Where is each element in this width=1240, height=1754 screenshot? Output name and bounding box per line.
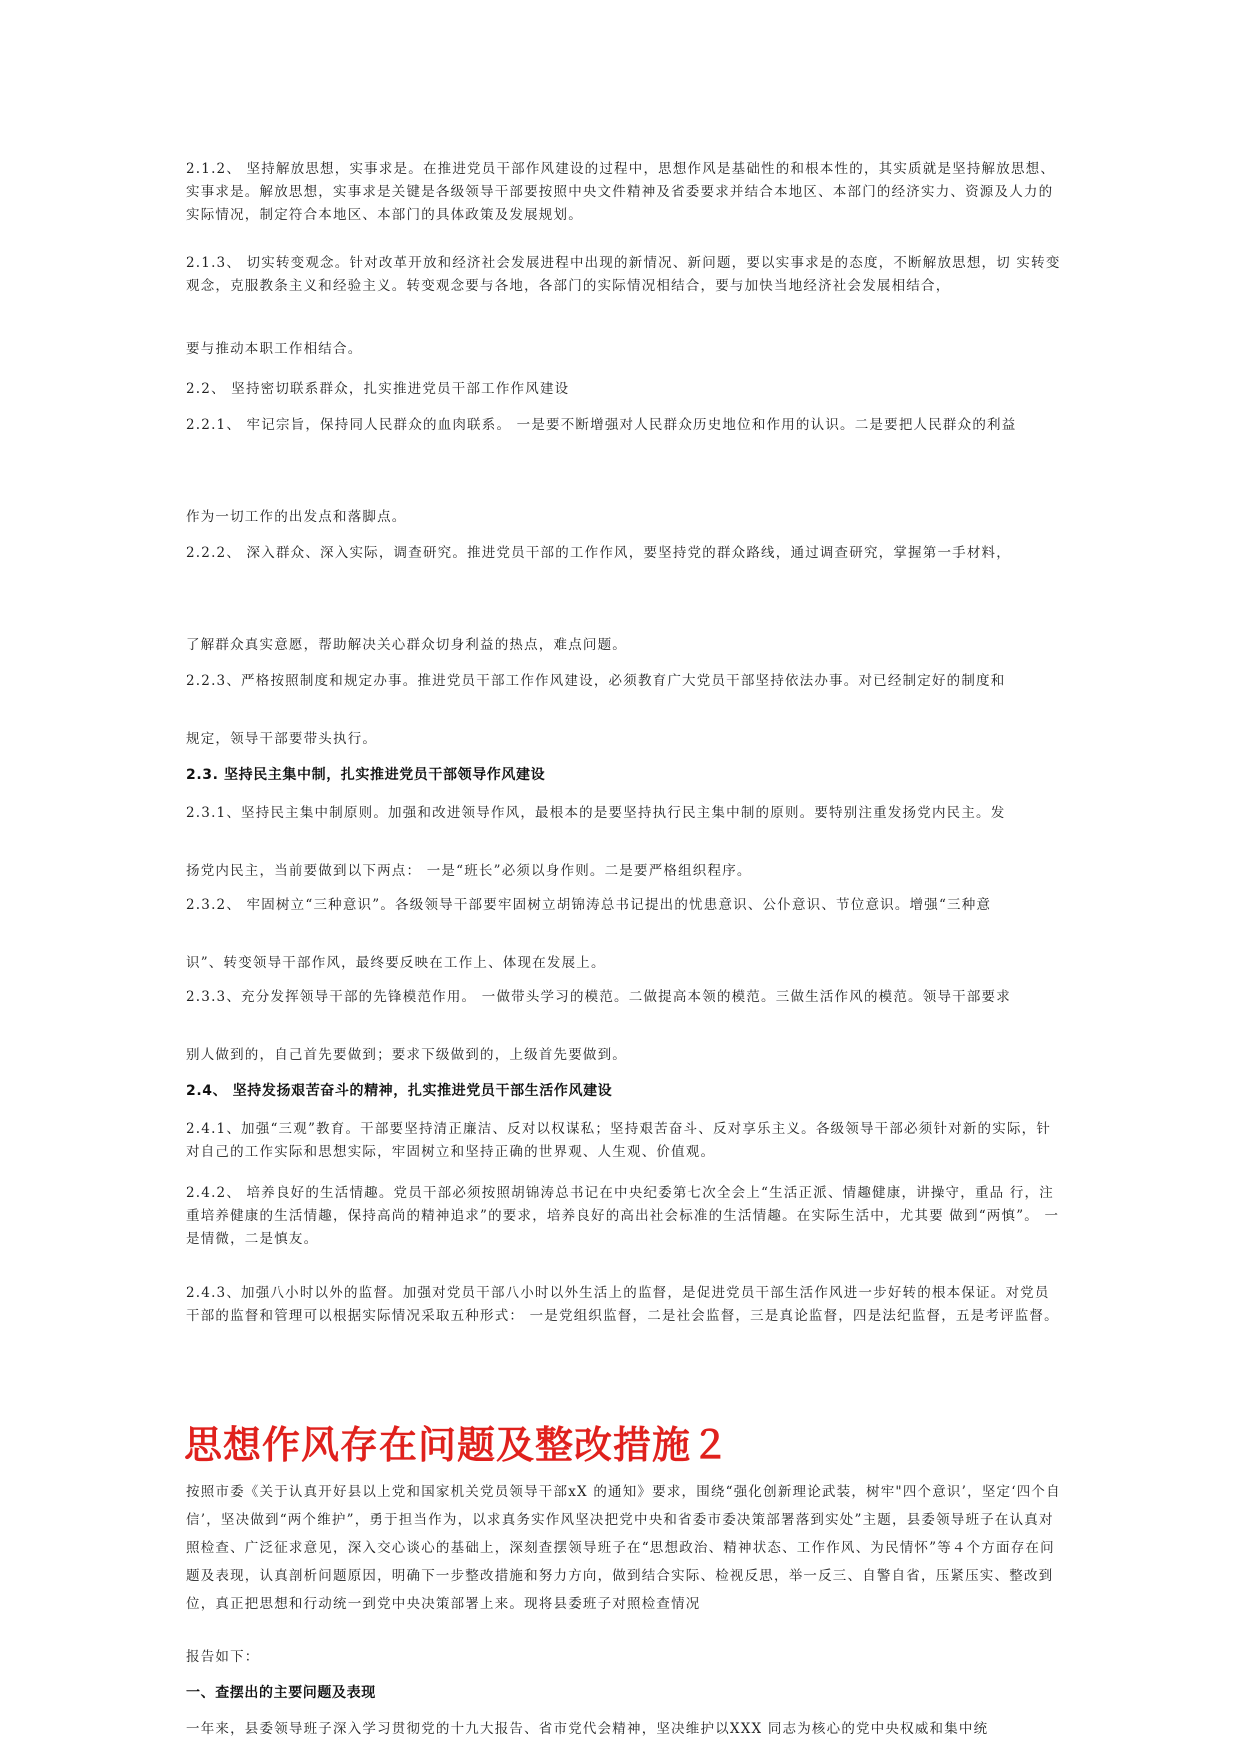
paragraph-2-2-2: 2.2.2、 深入群众、深入实际，调查研究。推进党员干部的工作作风，要坚持党的群众路线，通过调查研究，掌握第一手材料， (186, 545, 1011, 561)
paragraph-2-3-1: 2.3.1、坚持民主集中制原则。加强和改进领导作风，最根本的是要坚持执行民主集中制的原则。要特别注重发扬党内民主。发 (186, 805, 1006, 821)
paragraph-2-2-1-continued: 作为一切工作的出发点和落脚点。 (186, 509, 407, 525)
paragraph-2-3-3-continued: 别人做到的，自己首先要做到；要求下级做到的，上级首先要做到。 (186, 1047, 627, 1063)
paragraph-2-3-3: 2.3.3、充分发挥领导干部的先锋模范作用。 一做带头学习的模范。二做提高本领的模范。三做生活作风的模范。领导干部要求 (186, 989, 1011, 1005)
section-one-heading: 一、查摆出的主要问题及表现 (186, 1685, 376, 1701)
paragraph-2-1-3-continued: 要与推动本职工作相结合。 (186, 341, 363, 357)
paragraph-2-4-2: 2.4.2、 培养良好的生活情趣。党员干部必须按照胡锦涛总书记在中央纪委第七次全会上“生活正派、情趣健康，讲操守，重品 行，注重培养健康的生活情趣，保持高尚的精神追求”的要求，培养良好的高出社会标准的生活情趣。在实际生活中，尤其要 做到“两慎”。 一是情微，二是慎友。 (186, 1185, 1060, 1247)
intro-paragraph-continued: 报告如下： (186, 1649, 260, 1665)
intro-paragraph: 按照市委《关于认真开好县以上党和国家机关党员领导干部xX 的通知》要求，围绕“强化创新理论武装，树牢"四个意识’，坚定‘四个自信’，坚决做到“两个维护”，勇于担当作为，以求真务实作风坚决把党中央和省委市委决策部署落到实处”主题，县委领导班子在认真对照检查、广泛征求意见，深入交心谈心的基础上，深刻查摆领导班子在“思想政治、精神状态、工作作风、为民情怀”等４个方面存在问题及表现，认真剖析问题原因，明确下一步整改措施和努力方向，做到结合实际、检视反思，举一反三、自警自省，压紧压实、整改到位，真正把思想和行动统一到党中央决策部署上来。现将县委班子对照检查情况 (186, 1484, 1061, 1612)
paragraph-2-2-2-continued: 了解群众真实意愿，帮助解决关心群众切身利益的热点，难点问题。 (186, 637, 627, 653)
paragraph-2-3-2-continued: 识”、转变领导干部作风，最终要反映在工作上、体现在发展上。 (186, 955, 606, 971)
section-2-4-heading: 2.4、 坚持发扬艰苦奋斗的精神，扎实推进党员干部生活作风建设 (186, 1083, 613, 1099)
paragraph-2-3-1-continued: 扬党内民主，当前要做到以下两点： 一是“班长”必须以身作则。二是要严格组织程序。 (186, 863, 752, 879)
paragraph-2-2-3: 2.2.3、严格按照制度和规定办事。推进党员干部工作作风建设，必须教育广大党员干部坚持依法办事。对已经制定好的制度和 (186, 673, 1006, 689)
paragraph-2-3-2: 2.3.2、 牢固树立“三种意识”。各级领导干部要牢固树立胡锦涛总书记提出的忧患意识、公仆意识、节位意识。增强“三种意 (186, 897, 992, 913)
section-2-3-heading: 2.3. 坚持民主集中制，扎实推进党员干部领导作风建设 (186, 767, 546, 783)
paragraph-2-4-3: 2.4.3、加强八小时以外的监督。加强对党员干部八小时以外生活上的监督，是促进党员干部生活作风进一步好转的根本保证。对党员干部的监督和管理可以根据实际情况采取五种形式： 一是党组织监督，二是社会监督，三是真论监督，四是法纪监督，五是考评监督。 (186, 1285, 1059, 1324)
last-paragraph: 一年来，县委领导班子深入学习贯彻党的十九大报告、省市党代会精神，坚决维护以XXX 同志为核心的党中央权威和集中统 (186, 1721, 989, 1737)
paragraph-2-4-1: 2.4.1、加强“三观”教育。干部要坚持清正廉洁、反对以权谋私；坚持艰苦奋斗、反对享乐主义。各级领导干部必须针对新的实际，针对自己的工作实际和思想实际，牢固树立和坚持正确的世界观、人生观、价值观。 (186, 1121, 1052, 1160)
paragraph-2-1-2: 2.1.2、 坚持解放思想，实事求是。在推进党员干部作风建设的过程中，思想作风是基础性的和根本性的，其实质就是坚持解放思想、实事求是。解放思想，实事求是关键是各级领导干部要按照中央文件精神及省委要求并结合本地区、本部门的经济实力、资源及人力的实际情况，制定符合本地区、本部门的具体政策及发展规划。 (186, 161, 1056, 223)
paragraph-2-2-1: 2.2.1、 牢记宗旨，保持同人民群众的血肉联系。 一是要不断增强对人民群众历史地位和作用的认识。二是要把人民群众的利益 (186, 417, 1017, 433)
section-2-2-heading: 2.2、 坚持密切联系群众，扎实推进党员干部工作作风建设 (186, 381, 570, 397)
paragraph-2-1-3: 2.1.3、 切实转变观念。针对改革开放和经济社会发展进程中出现的新情况、新问题，要以实事求是的态度，不断解放思想，切 实转变观念，克服教条主义和经验主义。转变观念要与各地，各部门的实际情况相结合，要与加快当地经济社会发展相结合， (186, 255, 1061, 294)
document-title: 思想作风存在问题及整改措施２ (184, 1423, 731, 1467)
paragraph-2-2-3-continued: 规定，领导干部要带头执行。 (186, 731, 378, 747)
